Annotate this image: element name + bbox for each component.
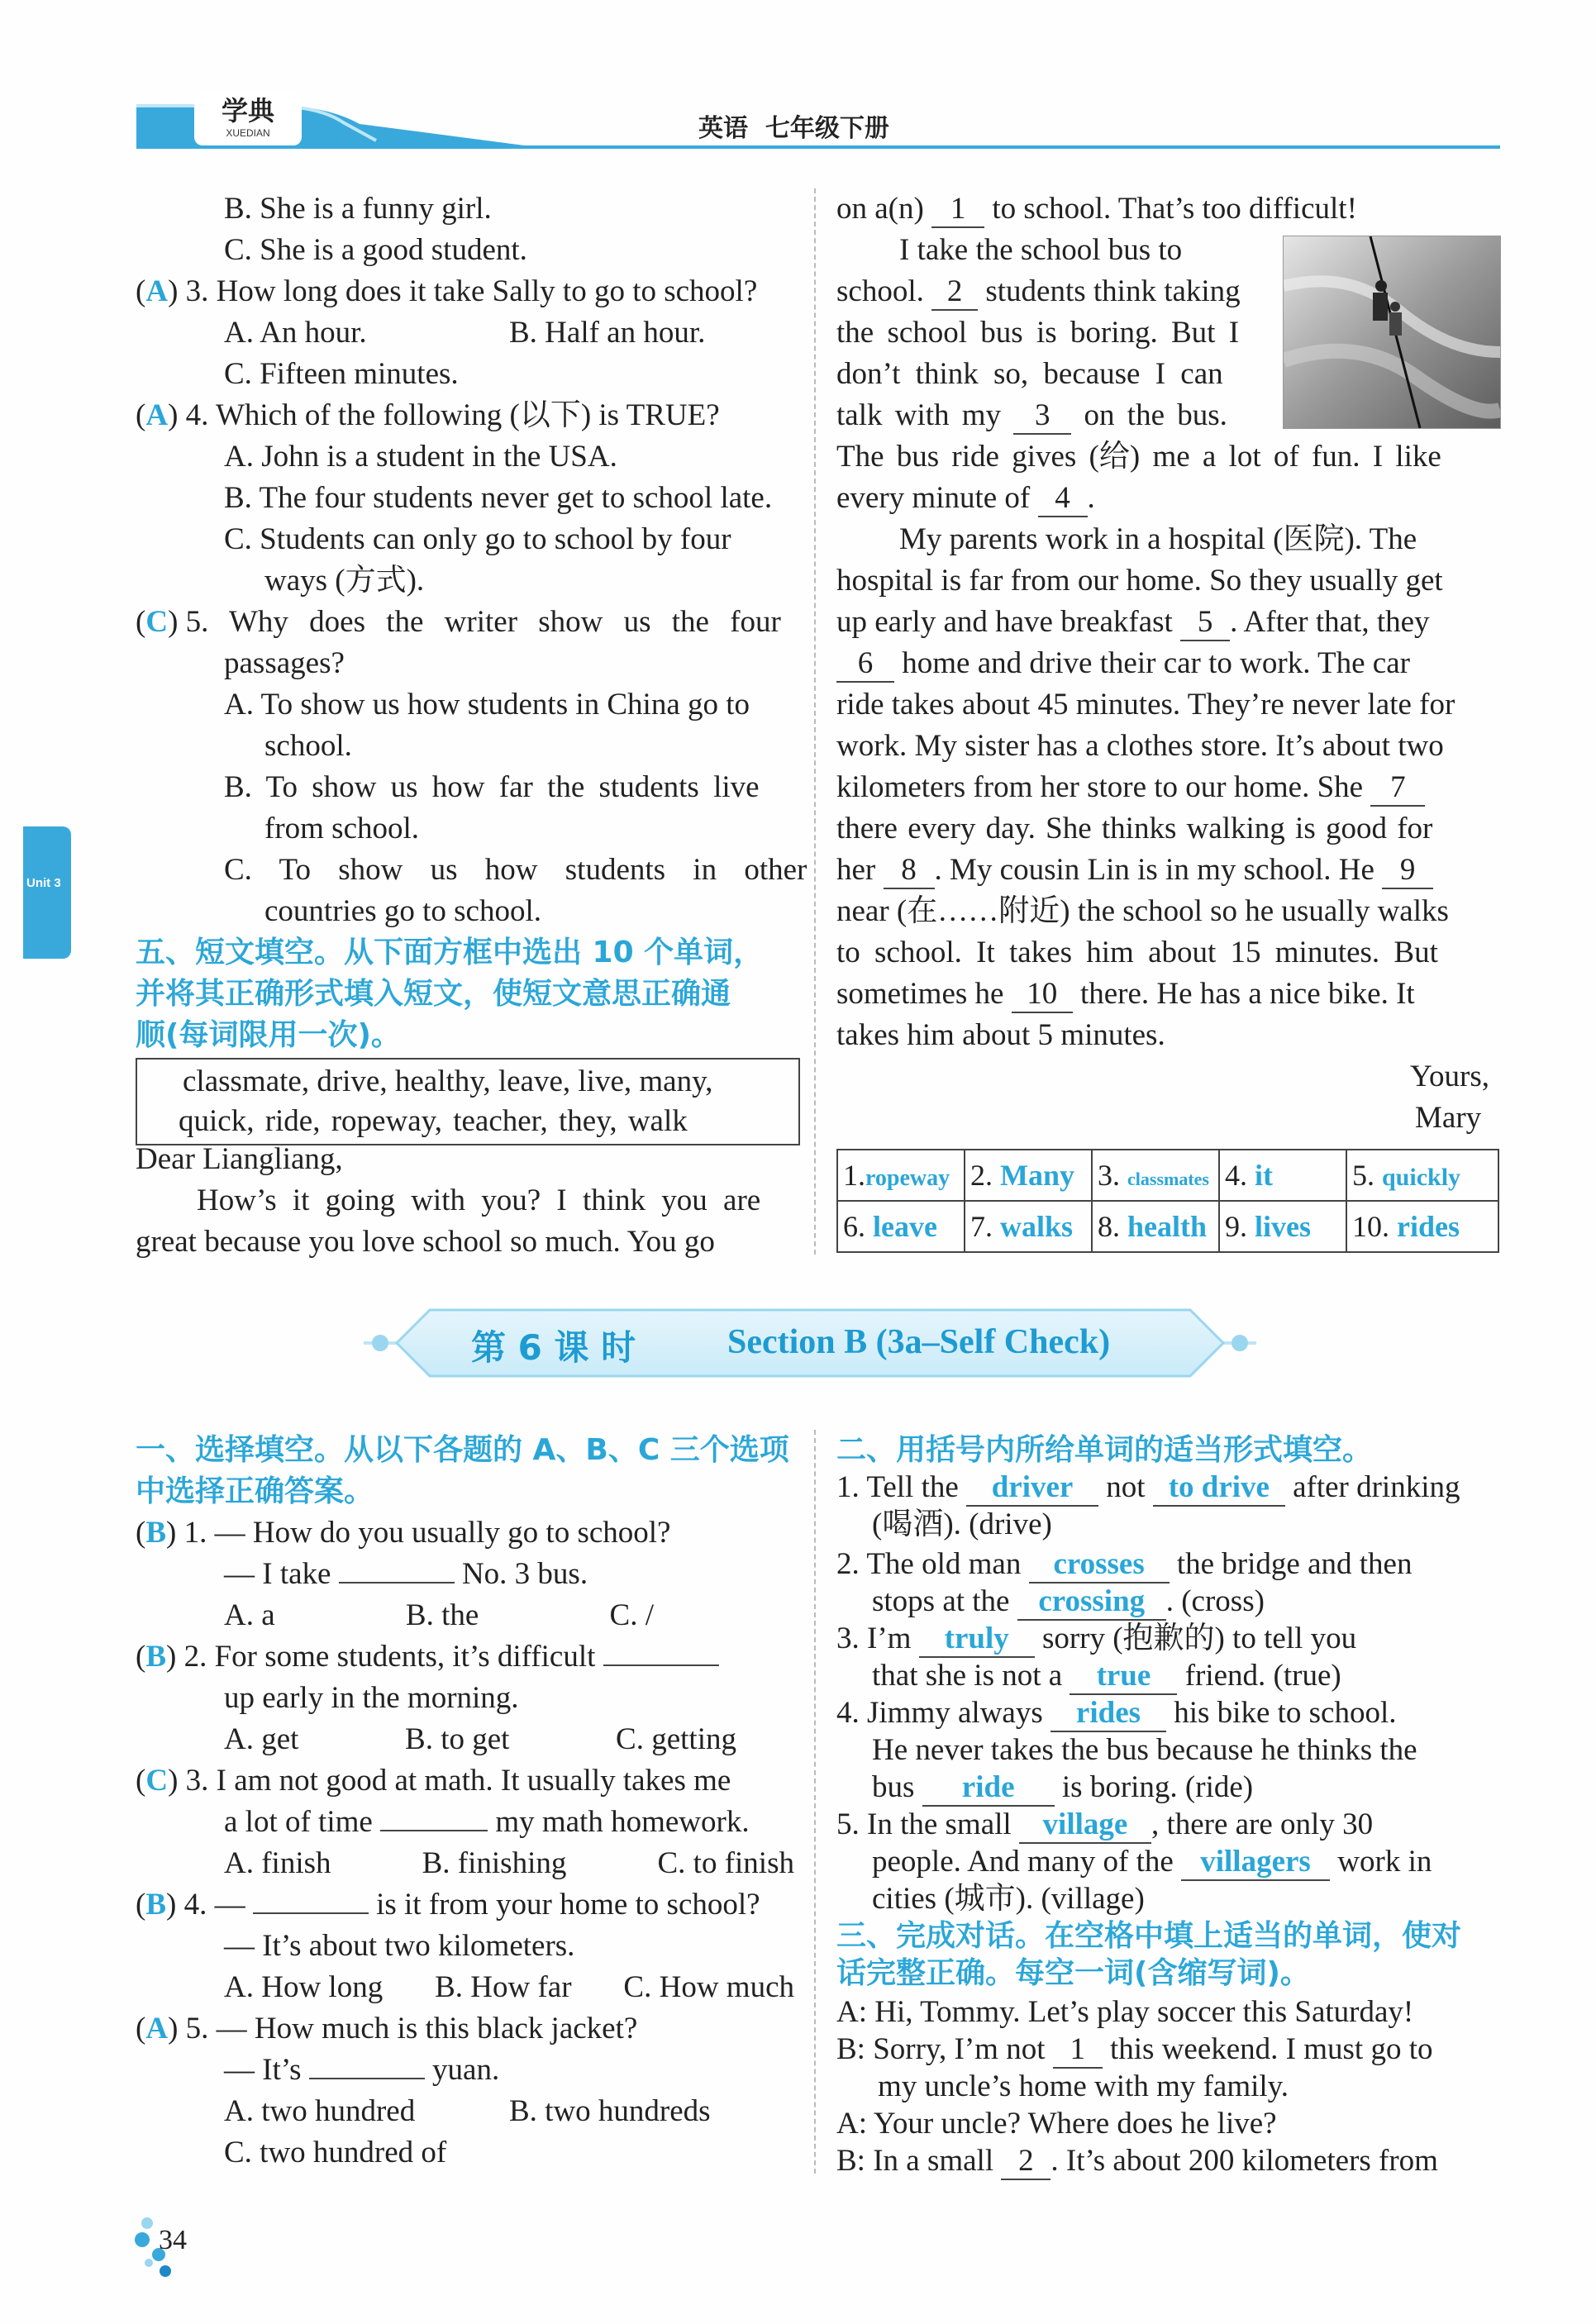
letter-r16: there every day. She thinks walking is good for xyxy=(836,812,1433,845)
p1-q5-opt-b: B. two hundreds xyxy=(509,2094,711,2128)
p2-s3-a: 3. I’m xyxy=(836,1622,912,1655)
p1-q1-response-b: No. 3 bus. xyxy=(461,1557,588,1591)
p2-s3-answer-2: true xyxy=(1070,1659,1177,1695)
p2-s1-c: after drinking xyxy=(1293,1470,1460,1504)
answer-cell xyxy=(965,1201,1092,1252)
answer-cell xyxy=(1346,1201,1498,1252)
p1-q1-blank xyxy=(339,1582,455,1583)
blank-9: 9 xyxy=(1382,853,1433,889)
letter-r11-b: . After that, they xyxy=(1230,605,1430,639)
letter-r6 xyxy=(836,395,1227,436)
p2-s4-e: is boring. (ride) xyxy=(1061,1770,1254,1804)
answer-cell xyxy=(1219,1150,1346,1201)
q4-option-c: C. Students can only go to school by four xyxy=(224,522,731,556)
part2-heading: 二、用括号内所给单词的适当形式填空。 xyxy=(836,1433,1373,1467)
p1-q2-opt-c: C. getting xyxy=(616,1722,736,1756)
p1-q3-answer: C xyxy=(145,1764,169,1798)
column-divider-bottom xyxy=(814,1430,816,2174)
q3-option-b: B. Half an hour. xyxy=(509,316,706,350)
answer-cell xyxy=(965,1150,1092,1201)
p1-q1-text: 1. — How do you usually go to school? xyxy=(183,1516,671,1550)
p2-s5-cont xyxy=(872,1841,1432,1883)
p2-s5-c: people. And many of the xyxy=(872,1845,1174,1879)
p2-s5-answer-2: villagers xyxy=(1181,1845,1330,1881)
p2-s1-answer-1: driver xyxy=(966,1470,1098,1507)
p1-q1-opt-c: C. / xyxy=(609,1598,654,1632)
p3-line-5-a: B: In a small xyxy=(836,2144,994,2178)
letter-r20-a: sometimes he xyxy=(836,977,1004,1011)
p1-q1-row: (B) 1. — How do you usually go to school? xyxy=(136,1516,671,1550)
q3-option-c: C. Fifteen minutes. xyxy=(224,357,459,391)
q4-answer: A xyxy=(145,398,169,432)
letter-r17-a: her xyxy=(836,853,876,887)
answer-word: leave xyxy=(873,1210,937,1243)
p1-q3-opt-b: B. finishing xyxy=(422,1846,567,1880)
q5-answer: C xyxy=(145,605,169,639)
p2-s2-answer-2: crossing xyxy=(1017,1584,1166,1621)
p1-q4-answer: B xyxy=(145,1888,167,1922)
p2-s4-b: his bike to school. xyxy=(1174,1696,1397,1730)
answer-row-2 xyxy=(837,1201,1498,1252)
header-subject: 英语 七年级下册 xyxy=(698,114,889,143)
unit-label: Unit 3 xyxy=(26,876,61,890)
letter-r3-b: students think taking xyxy=(985,274,1241,308)
q2-option-b: B. She is a funny girl. xyxy=(224,192,492,226)
letter-r20-b: there. He has a nice bike. It xyxy=(1079,977,1415,1011)
letter-r5: don’t think so, because I can xyxy=(836,357,1223,391)
p2-s4-cont: He never takes the bus because he thinks the xyxy=(872,1733,1417,1767)
q5-option-a-cont: school. xyxy=(264,729,352,763)
p1-q3-options xyxy=(224,1843,794,1884)
p1-q3-opt-c: C. to finish xyxy=(657,1846,794,1880)
page-number: 34 xyxy=(159,2225,187,2255)
p1-q3-row: (C) 3. I am not good at math. It usually takes me xyxy=(136,1764,731,1798)
answer-num: 2. xyxy=(970,1159,993,1192)
p1-q5-response-a: — It’s xyxy=(224,2053,302,2087)
letter-signature: Mary xyxy=(1415,1101,1482,1135)
p1-q4-options xyxy=(224,1967,794,2008)
p2-s5-a: 5. In the small xyxy=(836,1807,1012,1841)
answer-num: 8. xyxy=(1098,1210,1120,1243)
section5-heading-2: 并将其正确形式填入短文，使短文意思正确通 xyxy=(136,977,731,1011)
p2-s1-cont: (喝酒). (drive) xyxy=(872,1507,1052,1541)
q5-row: (C) 5. Why does the writer show us the four xyxy=(136,605,781,639)
letter-r1 xyxy=(836,188,1357,230)
p2-s1-b: not xyxy=(1106,1470,1146,1504)
letter-r15-a: kilometers from her store to our home. She xyxy=(836,770,1364,804)
p2-s4-d: bus xyxy=(872,1770,915,1804)
p2-s2-cont xyxy=(872,1581,1265,1622)
p1-q1-opt-b: B. the xyxy=(405,1598,479,1632)
p1-q2-text: 2. For some students, it’s difficult xyxy=(183,1640,596,1674)
letter-r12-b: home and drive their car to work. The car xyxy=(902,646,1410,680)
q4-option-a: A. John is a student in the USA. xyxy=(224,440,617,474)
q4-option-b: B. The four students never get to school late. xyxy=(224,481,773,515)
blank-7: 7 xyxy=(1370,770,1425,807)
answer-cell xyxy=(837,1150,965,1201)
logo-cn: 学典 xyxy=(221,95,274,126)
letter-r19: to school. It takes him about 15 minutes. But xyxy=(836,936,1438,969)
letter-r3 xyxy=(836,271,1241,312)
answer-num: 5. xyxy=(1352,1159,1374,1192)
header-bar xyxy=(136,95,1500,149)
blank-10: 10 xyxy=(1012,977,1073,1013)
answer-word: it xyxy=(1255,1159,1273,1192)
letter-r21: takes him about 5 minutes. xyxy=(836,1018,1165,1052)
answer-row-1 xyxy=(837,1150,1498,1201)
answer-num: 3. xyxy=(1098,1159,1120,1192)
answer-cell xyxy=(1219,1201,1346,1252)
p1-q4-blank xyxy=(253,1912,369,1914)
q3-option-a: A. An hour. xyxy=(224,316,367,350)
answer-table xyxy=(836,1149,1499,1253)
p1-q4-opt-a: A. How long xyxy=(224,1970,384,2004)
p1-q1-opt-a: A. a xyxy=(224,1598,275,1632)
part3-heading-2: 话完整正确。每空一词(含缩写词)。 xyxy=(836,1956,1310,1990)
letter-greeting: Dear Liangliang, xyxy=(136,1142,343,1176)
answer-num: 7. xyxy=(970,1210,993,1243)
p1-q4-text-b: is it from your home to school? xyxy=(376,1888,760,1922)
p1-q2-row: (B) 2. For some students, it’s difficult xyxy=(136,1636,719,1678)
p2-s4-answer-2: ride xyxy=(922,1770,1055,1807)
p1-q1-answer: B xyxy=(145,1516,167,1550)
p3-line-3: my uncle’s home with my family. xyxy=(878,2069,1289,2103)
p1-q4-opt-c: C. How much xyxy=(623,1970,794,2004)
banner-lesson: 第 6 课 时 xyxy=(471,1327,636,1368)
answer-word: quickly xyxy=(1382,1164,1461,1191)
answer-cell xyxy=(1092,1150,1219,1201)
word-box xyxy=(136,1058,800,1145)
q5-text-cont: passages? xyxy=(224,646,345,680)
p2-s1-a: 1. Tell the xyxy=(836,1470,959,1504)
letter-r4: the school bus is boring. But I xyxy=(836,316,1240,350)
p1-q5-answer: A xyxy=(145,2012,169,2045)
part1-heading-2: 中选择正确答案。 xyxy=(136,1474,374,1508)
blank-5: 5 xyxy=(1180,605,1230,641)
letter-r6-a: talk with my xyxy=(836,398,1002,432)
p2-s5-d: work in xyxy=(1337,1845,1432,1879)
letter-r13: ride takes about 45 minutes. They’re never late for xyxy=(836,688,1455,721)
p2-s4-a: 4. Jimmy always xyxy=(836,1696,1043,1730)
letter-r6-b: on the bus. xyxy=(1084,398,1227,432)
p1-q4-response: — It’s about two kilometers. xyxy=(224,1929,575,1963)
answer-word: rides xyxy=(1397,1210,1460,1243)
p1-q2-blank xyxy=(603,1664,719,1666)
q5-option-b-cont: from school. xyxy=(264,812,420,845)
p1-q4-row: (B) 4. — is it from your home to school? xyxy=(136,1888,760,1922)
logo-en: XUEDIAN xyxy=(226,127,270,139)
answer-word: ropeway xyxy=(865,1165,950,1191)
p1-q5-row: (A) 5. — How much is this black jacket? xyxy=(136,2012,638,2045)
letter-r9: My parents work in a hospital (医院). The xyxy=(899,522,1417,556)
p2-s2-b: the bridge and then xyxy=(1176,1547,1413,1581)
q3-row: (A) 3. How long does it take Sally to go to school? xyxy=(136,274,758,308)
p2-s2-a: 2. The old man xyxy=(836,1547,1022,1581)
p2-s3-answer-1: truly xyxy=(919,1622,1035,1658)
p2-s1-answer-2: to drive xyxy=(1153,1470,1285,1507)
p1-q2-answer: B xyxy=(145,1640,167,1674)
p2-s1 xyxy=(836,1467,1460,1508)
p2-s4-cont2 xyxy=(872,1767,1253,1808)
column-divider-top xyxy=(814,188,816,1255)
answer-word: classmates xyxy=(1127,1169,1209,1189)
p1-q1-options xyxy=(224,1595,654,1636)
answer-num: 4. xyxy=(1225,1159,1247,1192)
section5-heading-3: 顺(每词限用一次)。 xyxy=(136,1018,401,1052)
p1-q3-text-cont xyxy=(224,1802,750,1843)
q4-row: (A) 4. Which of the following (以下) is TRUE? xyxy=(136,398,720,432)
blank-1: 1 xyxy=(931,192,984,228)
blank-8: 8 xyxy=(884,853,935,889)
answer-cell xyxy=(1092,1201,1219,1252)
answer-word: health xyxy=(1127,1210,1208,1243)
p3-blank-2: 2 xyxy=(1001,2144,1051,2180)
letter-closing: Yours, xyxy=(1410,1060,1489,1093)
letter-r3-a: school. xyxy=(836,274,924,308)
p3-line-2-a: B: Sorry, I’m not xyxy=(836,2032,1046,2066)
p2-s5-b: , there are only 30 xyxy=(1151,1807,1374,1841)
p1-q2-opt-a: A. get xyxy=(224,1722,299,1756)
letter-r12 xyxy=(836,643,1410,684)
part1-heading-1: 一、选择填空。从以下各题的 A、B、C 三个选项 xyxy=(136,1433,789,1467)
answer-num: 6. xyxy=(843,1210,865,1243)
logo xyxy=(194,94,302,145)
p2-s2-c: stops at the xyxy=(872,1584,1010,1618)
word-box-line-1: classmate, drive, healthy, leave, live, many, xyxy=(183,1064,713,1098)
p2-s4-answer-1: rides xyxy=(1051,1696,1166,1732)
p2-s4 xyxy=(836,1693,1397,1734)
letter-r17-b: . My cousin Lin is in my school. He xyxy=(934,853,1374,887)
p1-q3-opt-a: A. finish xyxy=(224,1846,331,1880)
p2-s3-cont xyxy=(872,1655,1341,1697)
p3-line-4: A: Your uncle? Where does he live? xyxy=(836,2107,1277,2141)
letter-r7: The bus ride gives (给) me a lot of fun. I like xyxy=(836,440,1441,474)
letter-para1-line2: great because you love school so much. You go xyxy=(136,1225,715,1259)
p3-line-2-b: this weekend. I must go to xyxy=(1109,2032,1433,2066)
p1-q5-text: 5. — How much is this black jacket? xyxy=(185,2012,638,2045)
letter-para1-line1: How’s it going with you? I think you are xyxy=(197,1183,761,1217)
answer-cell xyxy=(1346,1150,1498,1201)
letter-r1-a: on a(n) xyxy=(836,192,924,226)
p3-line-2 xyxy=(836,2029,1433,2070)
answer-num: 9. xyxy=(1225,1210,1247,1243)
p2-s3 xyxy=(836,1618,1356,1660)
p1-q3-text: 3. I am not good at math. It usually takes me xyxy=(185,1764,731,1798)
q5-text: 5. Why does the writer show us the four xyxy=(185,605,781,639)
banner-section: Section B (3a–Self Check) xyxy=(727,1323,1111,1361)
blank-6: 6 xyxy=(836,646,894,683)
p3-line-1: A: Hi, Tommy. Let’s play soccer this Saturday! xyxy=(836,1995,1414,2029)
q5-option-a: A. To show us how students in China go to xyxy=(224,688,750,721)
ropeway-photo-image xyxy=(1284,236,1500,428)
p1-q5-opt-c: C. two hundred of xyxy=(224,2136,447,2169)
p1-q2-options xyxy=(224,1719,736,1760)
p2-s5-cont2: cities (城市). (village) xyxy=(872,1882,1145,1916)
p1-q5-response xyxy=(224,2050,499,2091)
letter-r17 xyxy=(836,850,1433,891)
blank-3: 3 xyxy=(1013,398,1071,435)
p2-s2 xyxy=(836,1544,1412,1585)
p2-s5 xyxy=(836,1804,1373,1845)
q3-answer: A xyxy=(145,274,169,308)
blank-2: 2 xyxy=(931,274,978,311)
ropeway-photo xyxy=(1283,236,1501,429)
letter-r8-a: every minute of xyxy=(836,481,1031,515)
section5-heading-1: 五、短文填空。从下面方框中选出 10 个单词， xyxy=(136,936,764,969)
q5-option-b: B. To show us how far the students live xyxy=(224,770,760,804)
p3-line-5 xyxy=(836,2141,1438,2182)
p3-blank-1: 1 xyxy=(1053,2032,1103,2069)
answer-word: Many xyxy=(1000,1159,1074,1192)
p1-q3-cont-a: a lot of time xyxy=(224,1805,373,1839)
p1-q5-opt-a: A. two hundred xyxy=(224,2094,416,2128)
p1-q3-blank xyxy=(380,1830,488,1831)
p1-q1-response-a: — I take xyxy=(224,1557,331,1591)
word-box-line-2: quick, ride, ropeway, teacher, they, walk xyxy=(179,1104,688,1138)
letter-r20 xyxy=(836,974,1415,1015)
letter-r18: near (在……附近) the school so he usually walks xyxy=(836,894,1449,928)
q5-option-c: C. To show us how students in other xyxy=(224,853,808,887)
unit-side-tab xyxy=(23,826,71,959)
answer-num: 10. xyxy=(1352,1210,1389,1243)
p2-s3-b: sorry (抱歉的) to tell you xyxy=(1041,1622,1357,1655)
q2-option-c: C. She is a good student. xyxy=(224,233,527,267)
answer-word: walks xyxy=(1000,1210,1074,1243)
lesson-banner xyxy=(364,1298,1256,1388)
p1-q2-text-cont: up early in the morning. xyxy=(224,1681,519,1715)
p3-line-5-b: . It’s about 200 kilometers from xyxy=(1051,2144,1438,2178)
p1-q1-response xyxy=(224,1554,588,1595)
letter-r11 xyxy=(836,602,1430,643)
letter-r15 xyxy=(836,767,1425,808)
q4-text: 4. Which of the following (以下) is TRUE? xyxy=(185,398,720,432)
p2-s2-answer-1: crosses xyxy=(1029,1547,1170,1583)
answer-cell xyxy=(837,1201,965,1252)
p2-s5-answer-1: village xyxy=(1019,1807,1151,1844)
letter-r2: I take the school bus to xyxy=(899,233,1183,267)
p2-s3-d: friend. (true) xyxy=(1184,1659,1341,1693)
q5-option-c-cont: countries go to school. xyxy=(264,894,542,928)
p1-q2-opt-b: B. to get xyxy=(405,1722,510,1756)
p1-q4-opt-b: B. How far xyxy=(435,1970,572,2004)
q3-text: 3. How long does it take Sally to go to school? xyxy=(185,274,758,308)
q4-option-c-cont: ways (方式). xyxy=(264,564,425,598)
letter-r8: every minute of 4 . xyxy=(836,478,1095,519)
answer-num: 1. xyxy=(843,1159,865,1192)
letter-r14: work. My sister has a clothes store. It’s about two xyxy=(836,729,1444,763)
letter-r1-b: to school. That’s too difficult! xyxy=(992,192,1357,226)
p1-q5-response-b: yuan. xyxy=(432,2053,500,2087)
p1-q3-cont-b: my math homework. xyxy=(495,1805,750,1839)
part3-heading-1: 三、完成对话。在空格中填上适当的单词，使对 xyxy=(836,1919,1462,1953)
answer-word: lives xyxy=(1255,1210,1311,1243)
p2-s2-d: . (cross) xyxy=(1165,1584,1265,1618)
letter-r10: hospital is far from our home. So they usually get xyxy=(836,564,1443,598)
blank-4: 4 xyxy=(1038,481,1088,517)
p2-s3-c: that she is not a xyxy=(872,1659,1063,1693)
letter-r11-a: up early and have breakfast xyxy=(836,605,1173,639)
p1-q5-blank xyxy=(309,2078,425,2079)
p1-q4-text-a: 4. — xyxy=(183,1888,245,1922)
page-number-area xyxy=(132,2215,215,2281)
